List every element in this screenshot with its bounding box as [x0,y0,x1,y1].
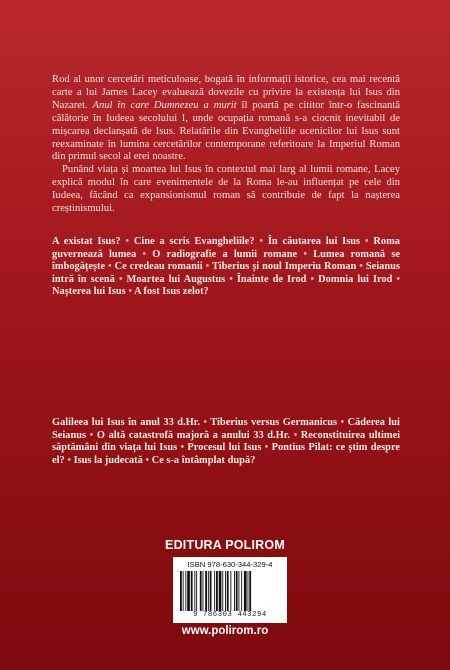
contents-item: Domnia lui Irod [318,273,393,285]
contents-item: Procesul lui Isus [187,442,262,454]
contents-item: Galileea lui Isus în anul 33 d.Hr. [52,417,200,428]
contents-item: Pontius Pilat: ce știm despre el? [52,442,400,466]
bullet-separator: • [125,236,130,247]
contents-item: În căutarea lui Isus [267,236,361,247]
bullet-separator: • [142,248,147,260]
contents-item: Ce s-a întâmplat după? [151,454,256,466]
barcode-bar [236,571,238,611]
publisher-name: EDITURA POLIROM [165,538,285,552]
bullet-separator: • [396,273,400,285]
bullet-separator: • [340,417,345,428]
bullet-separator: • [203,417,208,428]
bullet-separator: • [229,273,233,285]
contents-item: Cine a scris Evangheliile? [133,236,255,247]
contents-list-part-2 [52,417,400,467]
isbn-text: ISBN 978-630-344-329-4 [187,560,273,569]
barcode-bar [248,571,249,611]
contents-item: Moartea lui Augustus [126,273,226,285]
barcode-number: 9 786303 443294 [193,611,267,619]
contents-item: Tiberius versus Germanicus [210,417,338,428]
bullet-separator: • [89,429,94,441]
bullet-separator: • [310,273,315,285]
contents-item: Nașterea lui Isus [52,286,126,298]
blurb-paragraph-2: Punând viața și moartea lui Isus în contextul mai larg al lumii romane, Lacey explică modul în care evenimentele de la Roma le-au influențat pe cele din Iudeea, făcând ca expansionismul roman să contribuie de fapt la nașterea creștinismului. [52,164,400,215]
bullet-separator: • [67,454,71,466]
contents-item: Reconstituirea ultimei săptămâni din viața lui Isus [52,429,400,454]
barcode-bar [241,571,242,611]
barcode-bar [196,571,197,611]
contents-item: Isus la judecată [73,454,143,466]
barcode-bar [222,571,223,611]
barcode-graphic [180,571,280,611]
contents-item: Roma guvernează lumea [52,236,400,260]
barcode-bar [203,571,204,611]
contents-item: Căderea lui Seianus [52,417,400,441]
barcode-bar [225,571,226,611]
barcode-bar [216,571,218,611]
contents-item: Seianus intră în scenă [52,261,400,285]
barcode-bar [210,571,212,611]
blurb-text-end: îl poartă pe cititor într-o fascinantă călătorie în Iudeea secolului I, unde ocupația romană s-a ciocnit inevitabil de mișcarea declanșată de Isus. Relatările din Evangheliile ucenicilor lui Isus sunt reexaminate în lumina cercetărilor contemporane referitoare la Imperiul Roman din primul secol al erei noastre. [52,99,400,163]
barcode-bar [239,571,240,611]
contents-item: Ce credeau romanii [114,261,203,273]
bullet-separator: • [293,429,298,441]
bullet-separator: • [108,261,112,273]
barcode-bar [227,571,229,611]
contents-item: O altă catastrofă majoră a anului 33 d.Hr. [96,429,290,441]
bullet-separator: • [303,248,307,260]
barcode-bar [244,571,247,611]
bullet-separator: • [118,273,123,285]
contents-item: O radiografie a lumii romane [152,248,298,260]
barcode-bar [205,571,207,611]
bullet-separator: • [264,442,269,454]
blurb-text [52,74,400,216]
barcode-bar [183,571,184,611]
bullet-separator: • [205,261,210,273]
contents-item: A fost Isus zelot? [134,286,209,298]
barcode-bar [187,571,190,611]
blurb-text-start: Rod al unor cercetări meticuloase, bogată în informații istorice, cea mai recentă carte a lui James Lacey evaluează dovezile cu privire la existența lui Isus din Nazaret. [52,74,400,111]
barcode-bar [200,571,202,611]
bullet-separator: • [180,442,185,454]
bullet-separator: • [364,236,369,247]
book-title-italic: Anul în care Dumnezeu a murit [92,99,237,111]
contents-list-part-1 [52,236,400,299]
barcode-bar [234,571,235,611]
barcode-bar [194,571,195,611]
blurb-paragraph-1 [52,74,400,164]
barcode-bar [208,571,209,611]
barcode-bar [219,571,222,611]
bullet-separator: • [259,236,264,247]
bullet-separator: • [145,454,150,466]
barcode-bar [214,571,215,611]
contents-item: A existat Isus? [52,236,121,247]
contents-item: Tiberius și noul Imperiu Roman [211,261,357,273]
barcode-bar [191,571,193,611]
barcode-bar [185,571,186,611]
barcode-bar [249,571,251,611]
barcode-bar [180,571,182,611]
barcode-label [173,557,287,623]
publisher-website: www.polirom.ro [181,625,269,637]
contents-item: Lumea romană se îmbogățește [52,248,400,273]
barcode-bar [230,571,231,611]
bullet-separator: • [128,286,132,298]
contents-item: Înainte de Irod [236,273,307,285]
bullet-separator: • [359,261,363,273]
